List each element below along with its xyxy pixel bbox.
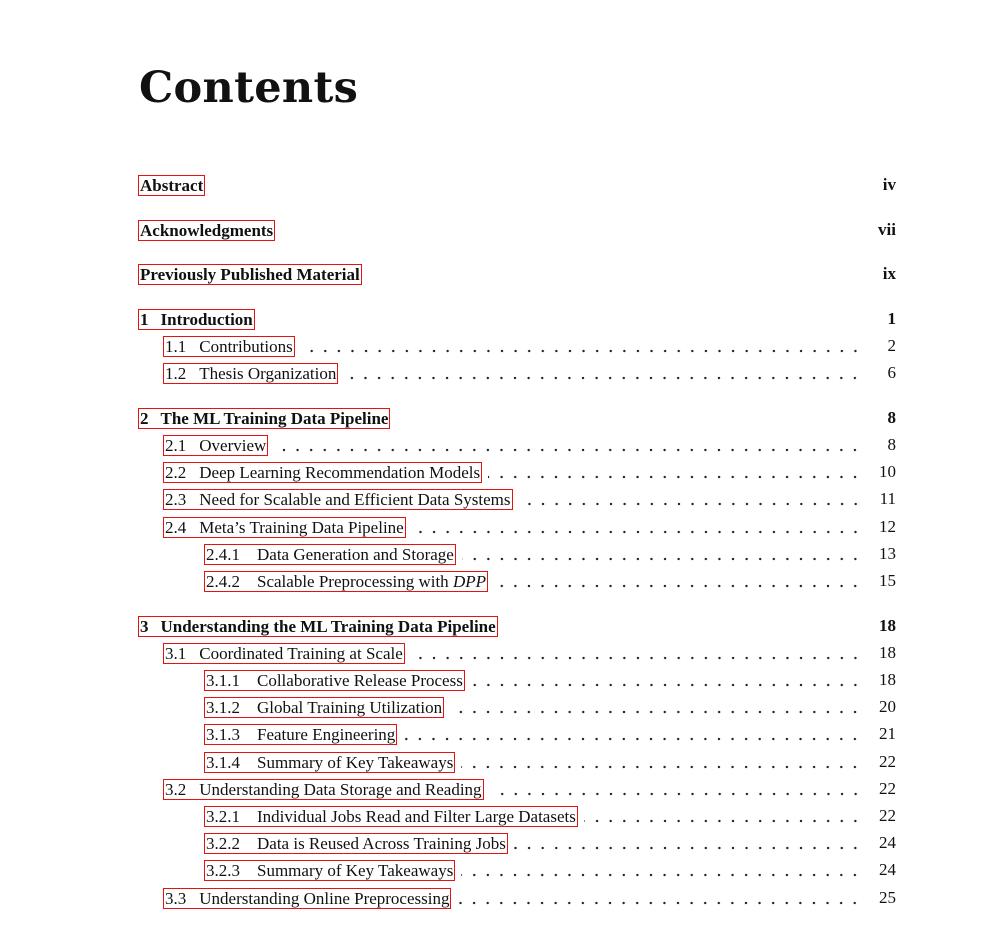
toc-subsection-entry — [204, 751, 896, 773]
toc-link[interactable] — [204, 833, 508, 854]
toc-subsection-entry — [204, 723, 896, 745]
entry-label: Thesis Organization — [199, 363, 337, 383]
page-number: 6 — [887, 363, 896, 382]
page-number: ix — [882, 264, 896, 283]
toc-link[interactable] — [138, 264, 362, 285]
entry-number: 2.3 — [165, 489, 187, 509]
dot-leader — [344, 364, 862, 383]
toc-link[interactable] — [204, 697, 444, 718]
entry-label: Individual Jobs Read and Filter Large Datasets — [257, 806, 576, 826]
page-number: 8 — [887, 435, 896, 454]
entry-label: Abstract — [140, 175, 204, 195]
page-number: 18 — [879, 643, 896, 662]
toc-link[interactable] — [163, 779, 484, 800]
entry-label: Feature Engineering — [257, 724, 396, 744]
page-number: 22 — [879, 806, 896, 825]
toc-section-entry — [163, 362, 896, 384]
entry-label: Contributions — [199, 336, 293, 356]
toc-chapter-entry — [138, 174, 896, 196]
toc-link[interactable] — [163, 462, 482, 483]
entry-label: Data is Reused Across Training Jobs — [257, 833, 506, 853]
toc-link[interactable] — [163, 363, 338, 384]
entry-label: Previously Published Material — [140, 264, 360, 284]
toc-chapter-entry — [138, 615, 896, 637]
dot-leader — [450, 698, 862, 717]
toc-section-entry — [163, 516, 896, 538]
toc-chapter-entry — [138, 407, 896, 429]
entry-number: 3.1 — [165, 643, 187, 663]
toc-subsection-entry — [204, 570, 896, 592]
toc-link[interactable] — [138, 408, 390, 429]
toc-chapter-entry — [138, 308, 896, 330]
page-number: 13 — [879, 544, 896, 563]
entry-number: 3.1.4 — [206, 752, 240, 772]
page-number: 24 — [879, 833, 896, 852]
entry-number: 3.1.3 — [206, 724, 240, 744]
dot-leader — [274, 436, 862, 455]
entry-label: Meta’s Training Data Pipeline — [199, 517, 404, 537]
entry-label: Deep Learning Recommendation Models — [199, 462, 481, 482]
toc-section-entry — [163, 887, 896, 909]
entry-number: 2.4.1 — [206, 544, 240, 564]
entry-number: 1.1 — [165, 336, 187, 356]
page-number: 18 — [879, 616, 896, 635]
page-number: 18 — [879, 670, 896, 689]
toc-section-entry — [163, 778, 896, 800]
entry-label: Acknowledgments — [140, 220, 274, 240]
entry-label: Collaborative Release Process — [257, 670, 463, 690]
entry-label: Summary of Key Takeaways — [257, 860, 454, 880]
toc-link[interactable] — [204, 806, 578, 827]
entry-number: 1.2 — [165, 363, 187, 383]
toc-link[interactable] — [138, 616, 498, 637]
entry-number: 3.2 — [165, 779, 187, 799]
dot-leader — [584, 807, 862, 826]
toc-link[interactable] — [163, 643, 405, 664]
entry-label: Introduction — [160, 309, 253, 329]
entry-label: Overview — [199, 435, 267, 455]
entry-label: Coordinated Training at Scale — [199, 643, 403, 663]
entry-number: 2 — [140, 408, 149, 428]
dot-leader — [471, 671, 862, 690]
dot-leader — [411, 644, 862, 663]
entry-label: Understanding Online Preprocessing — [199, 888, 450, 908]
entry-number: 3.2.3 — [206, 860, 240, 880]
toc-section-entry — [163, 434, 896, 456]
dot-leader — [519, 490, 863, 509]
toc-link[interactable] — [204, 670, 465, 691]
page-number: 22 — [879, 752, 896, 771]
toc-subsection-entry — [204, 859, 896, 881]
entry-label: The ML Training Data Pipeline — [160, 408, 389, 428]
entry-number: 2.2 — [165, 462, 187, 482]
dot-leader — [461, 861, 862, 880]
dot-leader — [457, 889, 862, 908]
page-number: 11 — [879, 489, 896, 508]
page-number: iv — [882, 175, 896, 194]
toc-link[interactable] — [163, 517, 406, 538]
toc-subsection-entry — [204, 832, 896, 854]
toc-chapter-entry — [138, 219, 896, 241]
dot-leader — [403, 725, 862, 744]
page-number: 20 — [879, 697, 896, 716]
dot-leader — [490, 780, 862, 799]
page-number: 8 — [887, 408, 896, 427]
dot-leader — [488, 463, 862, 482]
page-number: vii — [878, 220, 896, 239]
entry-number: 2.4.2 — [206, 571, 240, 591]
dot-leader — [461, 753, 862, 772]
toc-link[interactable] — [204, 860, 455, 881]
toc-link[interactable] — [163, 336, 295, 357]
entry-number: 3.3 — [165, 888, 187, 908]
entry-label: Scalable Preprocessing with — [257, 571, 453, 591]
toc-link[interactable] — [204, 571, 488, 592]
dot-leader — [301, 337, 862, 356]
entry-number: 3.2.1 — [206, 806, 240, 826]
toc-link[interactable] — [163, 888, 451, 909]
page-number: 24 — [879, 860, 896, 879]
toc-link[interactable] — [204, 724, 397, 745]
toc-link[interactable] — [138, 309, 255, 330]
toc-subsection-entry — [204, 543, 896, 565]
toc-chapter-entry — [138, 263, 896, 285]
page-number: 15 — [879, 571, 896, 590]
entry-number: 2.1 — [165, 435, 187, 455]
entry-number: 2.4 — [165, 517, 187, 537]
entry-label: Summary of Key Takeaways — [257, 752, 454, 772]
page-number: 2 — [887, 336, 896, 355]
entry-number: 3.2.2 — [206, 833, 240, 853]
toc-link[interactable] — [204, 752, 455, 773]
dot-leader — [462, 545, 862, 564]
page-number: 1 — [887, 309, 896, 328]
toc-subsection-entry — [204, 669, 896, 691]
toc-link[interactable] — [163, 489, 513, 510]
page-number: 22 — [879, 779, 896, 798]
entry-number: 3 — [140, 616, 149, 636]
toc-link[interactable] — [204, 544, 456, 565]
toc-section-entry — [163, 461, 896, 483]
entry-label: Global Training Utilization — [257, 697, 443, 717]
toc-subsection-entry — [204, 696, 896, 718]
entry-number: 1 — [140, 309, 149, 329]
dot-leader — [412, 518, 862, 537]
page-number: 25 — [879, 888, 896, 907]
entry-label: Understanding the ML Training Data Pipeline — [160, 616, 496, 636]
toc-subsection-entry — [204, 805, 896, 827]
toc-section-entry — [163, 642, 896, 664]
toc-link[interactable] — [163, 435, 268, 456]
toc-section-entry — [163, 335, 896, 357]
entry-number: 3.1.2 — [206, 697, 240, 717]
toc-section-entry — [163, 488, 896, 510]
entry-label: Data Generation and Storage — [257, 544, 454, 564]
dot-leader — [514, 834, 862, 853]
dot-leader — [494, 572, 862, 591]
page-number: 12 — [879, 517, 896, 536]
entry-label-italic: DPP — [452, 571, 486, 591]
entry-label: Need for Scalable and Efficient Data Systems — [199, 489, 511, 509]
page-number: 21 — [879, 724, 896, 743]
entry-label: Understanding Data Storage and Reading — [199, 779, 482, 799]
toc-link[interactable] — [138, 175, 205, 196]
entry-number: 3.1.1 — [206, 670, 240, 690]
toc-link[interactable] — [138, 220, 275, 241]
page-number: 10 — [879, 462, 896, 481]
page-title: Contents — [139, 62, 359, 113]
